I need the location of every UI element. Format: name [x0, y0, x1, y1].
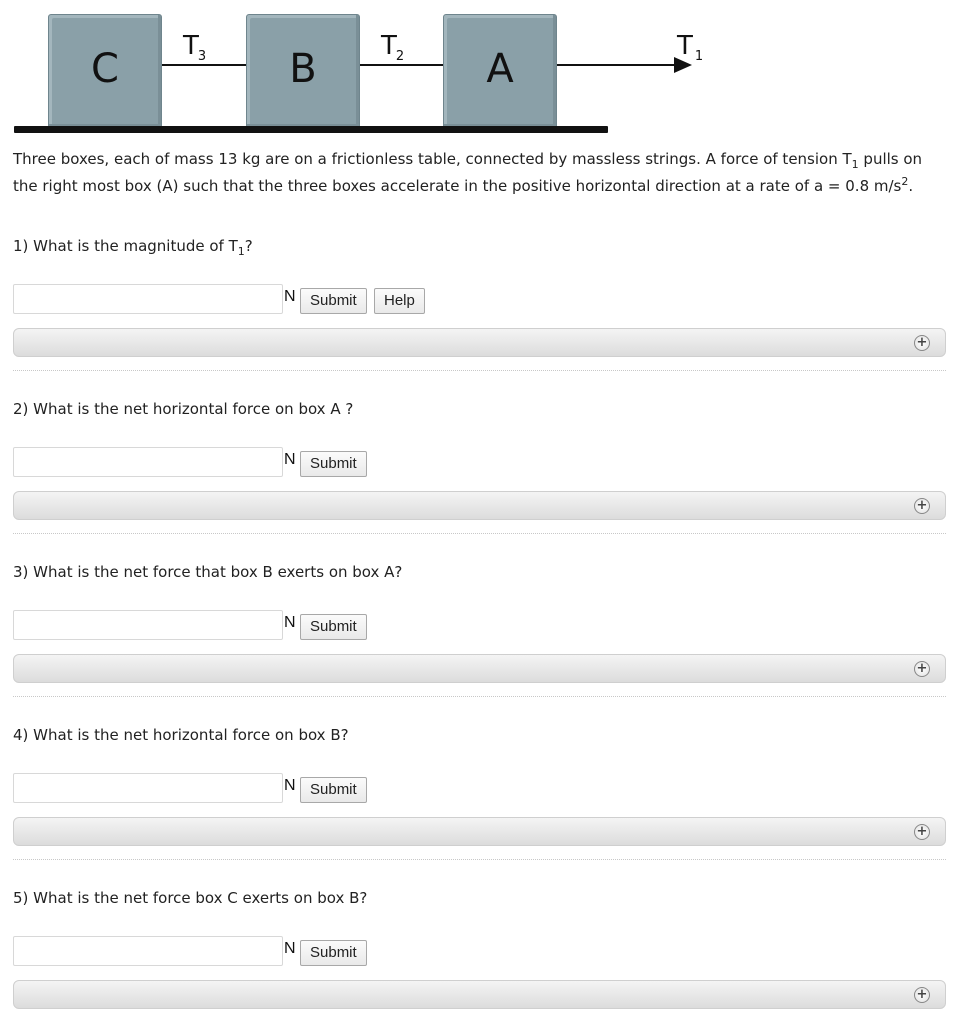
- help-button-1[interactable]: Help: [374, 288, 425, 314]
- boxes-diagram: [0, 0, 955, 140]
- unit-label-4: N: [284, 777, 296, 794]
- question-4-prefix: 4) What is the net horizontal force on box B?: [13, 726, 349, 744]
- string-t1: [557, 64, 677, 66]
- box-a: [443, 14, 557, 128]
- tension-t2-label: [381, 31, 405, 64]
- submit-button-5[interactable]: Submit: [300, 940, 367, 966]
- answer-input-5[interactable]: [13, 936, 283, 966]
- question-2-text: [13, 399, 353, 419]
- problem-text-2: pulls on the right most box (A) such that the three boxes accelerate in the positive horizontal direction at a rate of a = 0.8 m/s: [13, 150, 923, 195]
- question-1: [13, 236, 948, 399]
- separator: [13, 533, 946, 534]
- hint-expander-4[interactable]: [13, 817, 946, 846]
- question-1-sub: 1: [237, 245, 245, 258]
- box-a-label: A: [486, 46, 514, 92]
- tension-t3-label: [183, 31, 207, 64]
- tension-t3-sub: 3: [197, 49, 207, 64]
- question-1-prefix: 1) What is the magnitude of T: [13, 237, 238, 255]
- tension-t2-main: T: [381, 31, 397, 61]
- unit-label-5: N: [284, 940, 296, 957]
- separator: [13, 370, 946, 371]
- question-3-prefix: 3) What is the net force that box B exerts on box A?: [13, 563, 403, 581]
- problem-sup-1: 2: [901, 175, 909, 188]
- plus-circle-icon[interactable]: +: [914, 824, 930, 840]
- plus-circle-icon[interactable]: +: [914, 987, 930, 1003]
- hint-expander-3[interactable]: [13, 654, 946, 683]
- unit-label-2: N: [284, 451, 296, 468]
- plus-circle-icon[interactable]: +: [914, 498, 930, 514]
- box-b: [246, 14, 360, 128]
- question-4: [13, 725, 948, 888]
- string-b-a: [360, 64, 446, 66]
- string-c-b: [162, 64, 248, 66]
- tension-t1-label: [677, 31, 704, 64]
- tension-t1-sub: 1: [694, 49, 704, 64]
- problem-sub-1: 1: [851, 158, 859, 171]
- tension-t1-main: T: [677, 31, 693, 61]
- submit-button-4[interactable]: Submit: [300, 777, 367, 803]
- question-2-prefix: 2) What is the net horizontal force on box A ?: [13, 400, 354, 418]
- answer-input-1[interactable]: [13, 284, 283, 314]
- separator: [13, 696, 946, 697]
- unit-label-3: N: [284, 614, 296, 631]
- submit-button-1[interactable]: Submit: [300, 288, 367, 314]
- question-5-prefix: 5) What is the net force box C exerts on box B?: [13, 889, 368, 907]
- question-1-suffix: ?: [244, 237, 253, 255]
- table-surface: [14, 126, 608, 133]
- box-b-label: B: [289, 46, 317, 92]
- question-2: [13, 399, 948, 562]
- question-5: [13, 888, 948, 1024]
- tension-t3-main: T: [183, 31, 199, 61]
- hint-expander-2[interactable]: [13, 491, 946, 520]
- submit-button-2[interactable]: Submit: [300, 451, 367, 477]
- box-c-label: C: [91, 46, 119, 92]
- question-3: [13, 562, 948, 725]
- problem-text-3: .: [908, 177, 914, 195]
- separator: [13, 859, 946, 860]
- unit-label-1: N: [284, 288, 296, 305]
- problem-statement: [13, 146, 948, 200]
- plus-circle-icon[interactable]: +: [914, 335, 930, 351]
- answer-input-3[interactable]: [13, 610, 283, 640]
- submit-button-3[interactable]: Submit: [300, 614, 367, 640]
- question-5-text: [13, 888, 367, 908]
- problem-text-1: Three boxes, each of mass 13 kg are on a frictionless table, connected by massless strings. A force of tension T: [13, 150, 852, 168]
- plus-circle-icon[interactable]: +: [914, 661, 930, 677]
- hint-expander-1[interactable]: [13, 328, 946, 357]
- question-1-text: [13, 236, 253, 256]
- tension-t2-sub: 2: [395, 49, 405, 64]
- question-3-text: [13, 562, 402, 582]
- question-4-text: [13, 725, 349, 745]
- answer-input-4[interactable]: [13, 773, 283, 803]
- hint-expander-5[interactable]: [13, 980, 946, 1009]
- box-c: [48, 14, 162, 128]
- answer-input-2[interactable]: [13, 447, 283, 477]
